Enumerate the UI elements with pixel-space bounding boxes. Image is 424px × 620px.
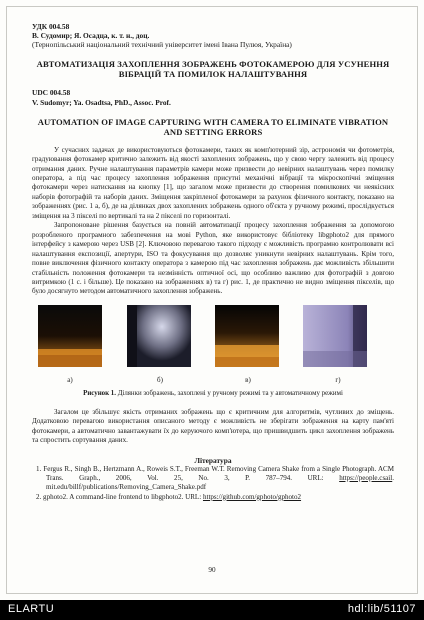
reference-link-1[interactable]: https://people.csail	[339, 474, 393, 482]
references-heading: Література	[194, 455, 232, 465]
reference-link-2[interactable]: https://github.com/gphoto/gphoto2	[202, 492, 302, 501]
figure-image-d	[303, 305, 367, 367]
body-paragraph-1: У сучасних задачах де використовуються фотокамери, таких як комп'ютерний зір, астрономія чи фотометрія, градуювання фотокамер критично залежить від якості захоплених зображень, що у свою чергу залежить від процесу отримання даних. Ручне налаштування параметрів камери може призвести до невірних налаштувань через помилку оператора, а під час процесу захоплення зображення присутні механічні вібрації та мікроскопічні зміщення фотокамери через натискання на кнопку [1], що загалом може призвести до створення помилкових чи неякісних наборів фотографій та наборів даних. Зміщення закріпленої фотокамери за рахунок фізичного контакту, показано на зображеннях (рис. 1 а, б), де на ділянках двох захоплених зображень одного об'єкта у ручному режимі, прослідкується зміщення на 3 пікселі по вертикалі та на 2 пікселі по горизонталі.	[32, 145, 394, 220]
figure-label-a: а)	[67, 375, 73, 384]
figure-image-c	[215, 305, 279, 367]
udc-code: UDC 004.58	[32, 88, 71, 98]
title-ua: АВТОМАТИЗАЦІЯ ЗАХОПЛЕННЯ ЗОБРАЖЕНЬ ФОТОКАМЕРОЮ ДЛЯ УСУНЕННЯ ВІБРАЦІЙ ТА ПОМИЛОК НАЛАШТУВАННЯ	[36, 58, 390, 80]
body-paragraph-3: Загалом це збільшує якість отриманих зображень що є критичним для алгоритмів, чутливих до зміщень. Додатковою перевагою використання описаного методу є можливість не зберігати зображення на карту пам'яті фотокамери, а автоматично завантажувати їх до керуючого комп'ютера, що пришвидшить цикл захоплення зображень та спростить сортування даних.	[32, 407, 394, 445]
footer-bar	[0, 600, 424, 620]
reference-item-1: 1. Fergus R., Singh B., Hertzmann A., Roweis S.T., Freeman W.T. Removing Camera Shake from a Single Photograph. ACM Trans. Graph., 2006, Vol. 25, No. 3, P. 787–794. URL: https://people.csail. mit.edu/billf/publications/Removing_Camera_Shake.pdf	[36, 464, 394, 492]
ua-header	[32, 22, 394, 50]
article-content	[32, 22, 394, 502]
footer-left-label: ELARTU	[8, 603, 55, 615]
body-paragraph-2: Запропоноване рішення базується на повній автоматизації процесу захоплення зображення за допомогою розробленого програмного забезпечення на мові Python, яке використовує бібліотеку libgphoto2 для прямого інтерфейсу з камерою через USB [2]. Ключовою перевагою такого підходу є можливість програмно контролювати всі налаштування експозиції, апертури, ISO та фокусування що дозволяє уникнути невірних налаштувань. Крім того, повне виключення фізичного контакту оператора з камерою під час захоплення зображень дає можливість збільшити стабільність положення фотокамери та незмінність оптичної осі, що особливо важливо для фотографій з довгою витримкою (1 с. і більше). Це показано на зображеннях в) та г) рис. 1, де практично не видно зміщення пікселів, що було досягнуто методом автоматичного захоплення зображень.	[32, 221, 394, 296]
figure-label-d: г)	[335, 375, 341, 384]
page-number: 90	[208, 566, 216, 574]
figure-caption-label: Рисунок 1.	[83, 389, 116, 397]
udk-code: УДК 004.58	[32, 22, 70, 31]
figure-1	[32, 305, 394, 393]
figure-label-b: б)	[157, 375, 163, 384]
figure-image-b	[127, 305, 191, 367]
title-en: AUTOMATION OF IMAGE CAPTURING WITH CAMERA TO ELIMINATE VIBRATION AND SETTING ERRORS	[37, 116, 389, 138]
figure-caption-text: Ділянки зображень, захоплені у ручному режимі та у автоматичному режимі	[115, 389, 343, 397]
authors-ua: В. Судомир; Я. Осадца, к. т. н., доц.	[32, 31, 150, 41]
figure-image-a	[38, 305, 102, 367]
authors-en: V. Sudomyr; Ya. Osadtsa, PhD., Assoc. Prof.	[32, 97, 171, 107]
reference-item-2: 2. gphoto2. A command-line frontend to libgphoto2. URL: https://github.com/gphoto/gphoto2	[36, 492, 302, 501]
affiliation-ua: (Тернопільський національний технічний університет імені Івана Пулюя, Україна)	[32, 40, 292, 50]
en-header	[32, 88, 394, 106]
footer-right-label: hdl:lib/51107	[347, 603, 416, 615]
figure-label-c: в)	[245, 375, 251, 384]
